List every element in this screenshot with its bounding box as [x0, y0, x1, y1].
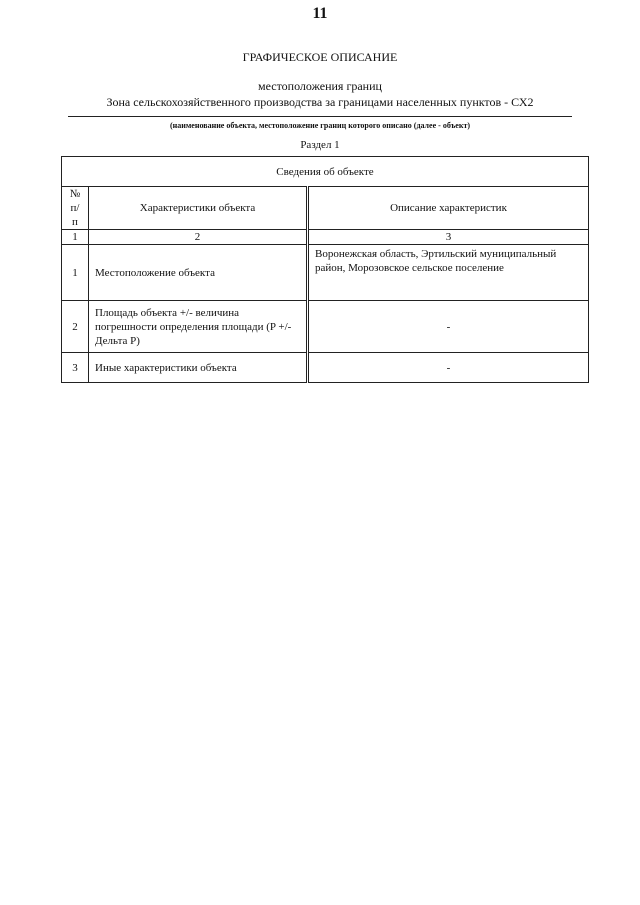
row-num: 3 [62, 353, 89, 383]
table-row [62, 245, 589, 301]
page-number: 11 [312, 5, 328, 22]
table-row [62, 353, 589, 383]
row-desc: - [308, 301, 589, 353]
column-number-1: 1 [62, 230, 89, 245]
object-name: Зона сельскохозяйственного производства за границами населенных пунктов - СХ2 [106, 95, 534, 109]
object-info-table [61, 156, 589, 383]
header-num: № п/п [62, 187, 89, 230]
column-number-row [62, 230, 589, 245]
column-number-2: 2 [89, 230, 308, 245]
object-name-underline [68, 116, 572, 117]
table-row [62, 301, 589, 353]
row-name: Иные характеристики объекта [89, 353, 308, 383]
document-subtitle: местоположения границ [258, 79, 382, 93]
column-number-3: 3 [308, 230, 589, 245]
row-name: Площадь объекта +/- величина погрешности определения площади (P +/- Дельта P) [89, 301, 308, 353]
row-name: Местоположение объекта [89, 245, 308, 301]
row-desc: Воронежская область, Эртильский муниципальный район, Морозовское сельское поселение [308, 245, 589, 301]
row-num: 2 [62, 301, 89, 353]
table-header-row [62, 187, 589, 230]
table-title-row [62, 157, 589, 187]
object-name-caption: (наименование объекта, местоположение границ которого описано (далее - объект) [169, 121, 471, 130]
row-num: 1 [62, 245, 89, 301]
header-name: Характеристики объекта [89, 187, 308, 230]
header-desc: Описание характеристик [308, 187, 589, 230]
document-title: ГРАФИЧЕСКОЕ ОПИСАНИЕ [242, 50, 398, 64]
table-title: Сведения об объекте [62, 157, 589, 187]
section-label: Раздел 1 [300, 139, 340, 151]
row-desc: - [308, 353, 589, 383]
